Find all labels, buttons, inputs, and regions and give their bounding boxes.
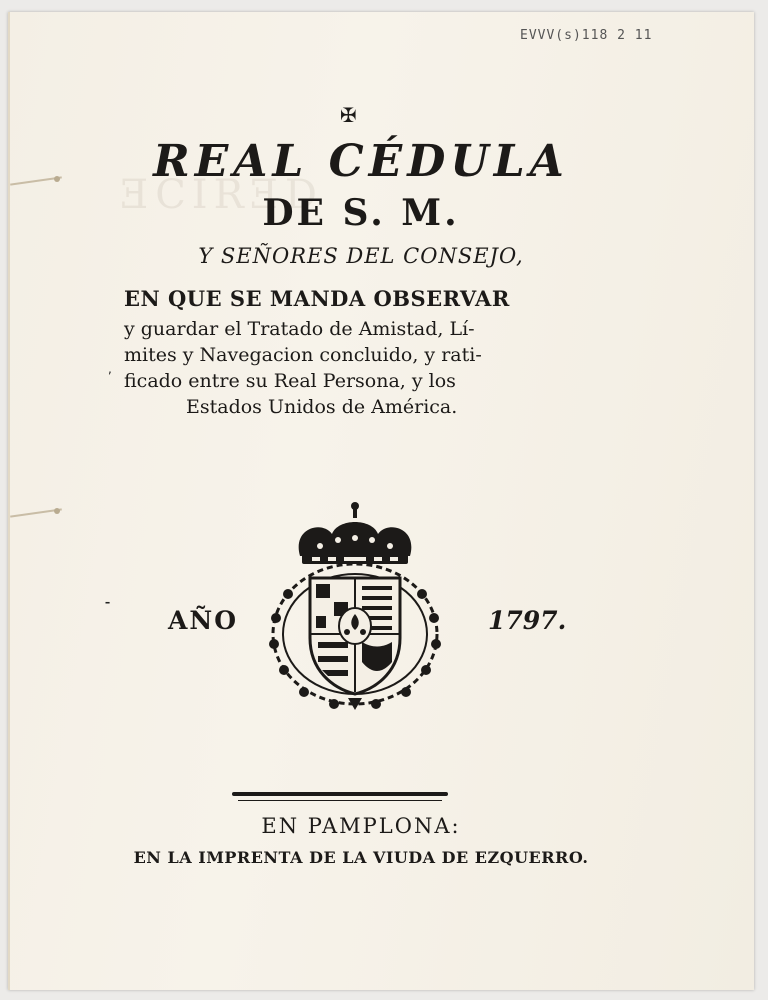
year-label: AÑO (168, 606, 239, 635)
margin-tick-mark: ⁃ (104, 596, 111, 612)
body-line-4: ficado entre su Real Persona, y los (124, 370, 456, 392)
body-line-2: y guardar el Tratado de Amistad, Lí- (124, 318, 475, 340)
body-line-1: EN QUE SE MANDA OBSERVAR (124, 286, 510, 311)
divider-rule-thin (238, 800, 442, 801)
title-line-3: Y SEÑORES DEL CONSEJO, (198, 244, 524, 268)
body-line-3: mites y Navegacion concluido, y rati- (124, 344, 482, 366)
imprint-city: EN PAMPLONA: (261, 814, 461, 838)
imprint-printer: EN LA IMPRENTA DE LA VIUDA DE EZQUERRO. (133, 848, 589, 867)
title-line-1: REAL CÉDULA (153, 136, 569, 187)
body-line-5: Estados Unidos de América. (186, 396, 458, 418)
handwritten-reference: EVVV(s)118 2 11 (520, 28, 653, 43)
cross-ornament: ✠ (340, 103, 357, 127)
title-line-2: DE S. M. (262, 192, 460, 234)
margin-tick-mark: , (108, 362, 112, 376)
binding-hole (54, 176, 60, 182)
divider-rule (232, 792, 448, 796)
bleed-through-text: ƎCIRƎD (120, 172, 323, 218)
binding-hole (54, 508, 60, 514)
royal-coat-of-arms-emblem (262, 498, 448, 710)
year-value: 1797. (488, 606, 567, 635)
